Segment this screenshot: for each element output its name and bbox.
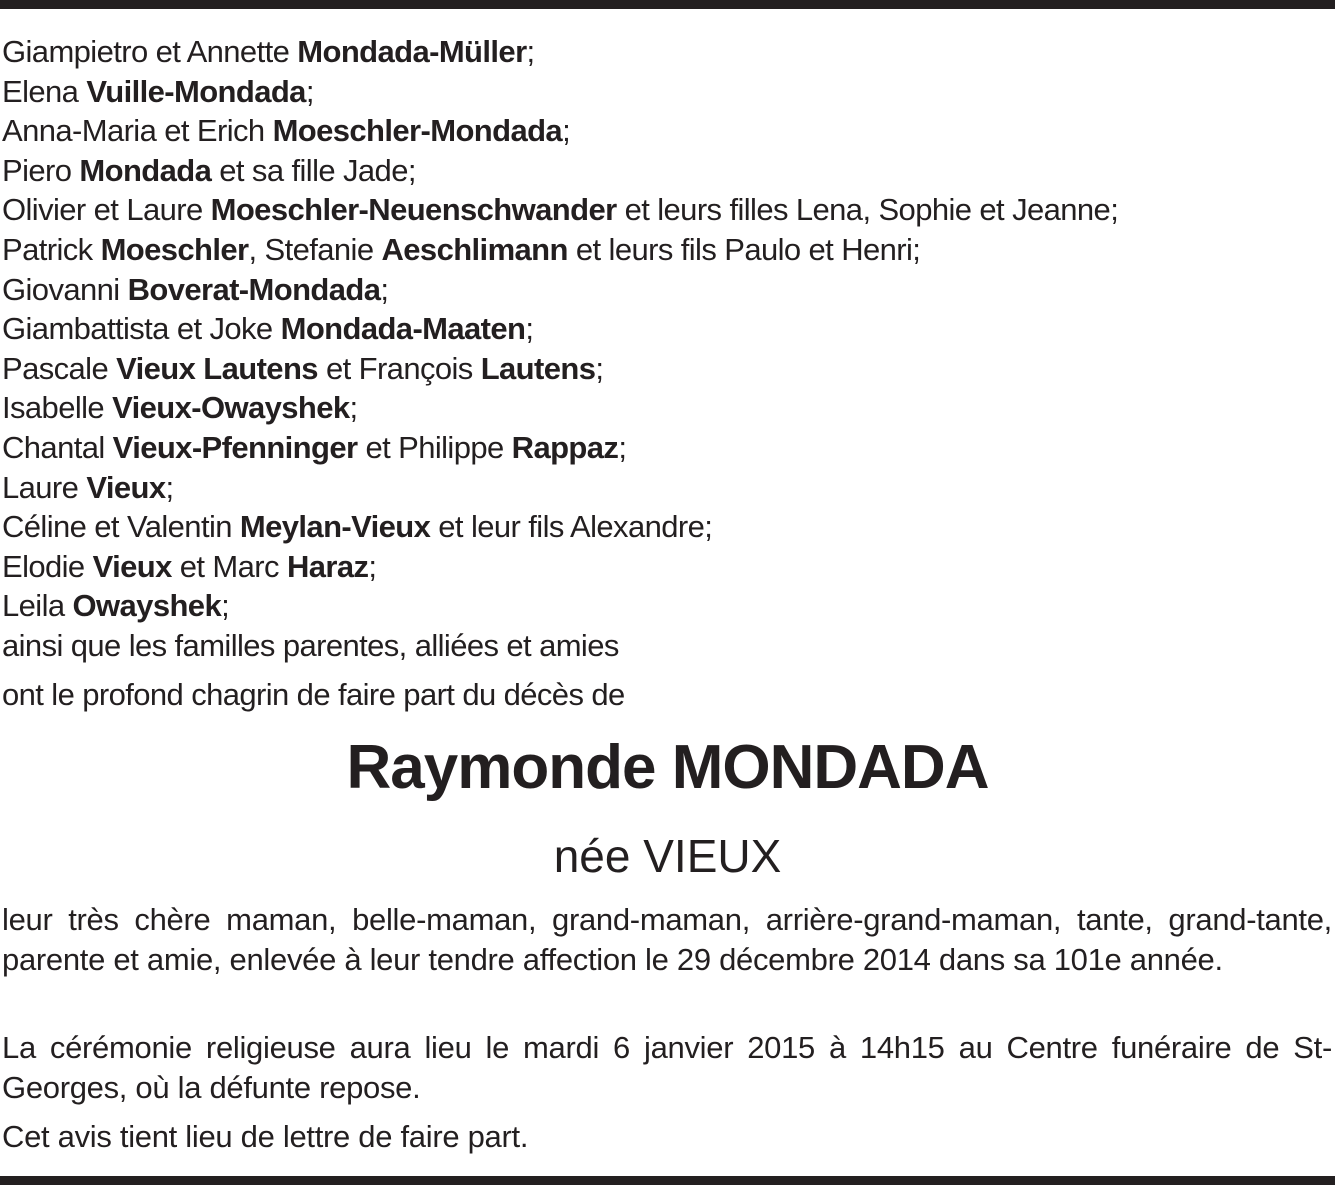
mourner-text: ; [526, 34, 535, 69]
mourner-text: Patrick [2, 231, 101, 267]
family-name: Boverat-Mondada [127, 271, 381, 307]
mourner-text: Anna-Maria et Erich [2, 113, 273, 149]
ceremony-paragraph: La cérémonie religieuse aura lieu le mardi 6 janvier 2015 à 14h15 au Centre funéraire de St-Georges, où la défunte repose. [2, 1030, 1332, 1105]
family-name: Vieux-Owayshek [112, 390, 350, 426]
family-name: Mondada [79, 152, 212, 188]
family-name: Mondada-Maaten [280, 311, 526, 347]
mourner-line [2, 547, 1332, 587]
mourner-text: Leila [2, 588, 73, 624]
mourner-line [2, 32, 1332, 72]
mourner-text: Elena [2, 73, 87, 109]
mourner-line [2, 388, 1332, 428]
mourner-text: ; [562, 113, 571, 149]
mourner-text: et leur fils Alexandre; [430, 509, 713, 545]
mourner-text: ainsi que les familles parentes, alliées et amies [2, 627, 619, 663]
family-name: Vieux [86, 469, 166, 505]
mourner-text: , Stefanie [248, 231, 382, 267]
mourner-line [2, 507, 1332, 547]
mourner-text: Isabelle [2, 390, 113, 426]
family-name: Vieux [92, 548, 172, 584]
family-name: Rappaz [511, 429, 619, 465]
family-name: Moeschler-Neuenschwander [210, 192, 617, 228]
mourner-text: ; [525, 311, 534, 347]
mourner-line [2, 111, 1332, 151]
mourner-text: ; [595, 350, 604, 386]
mourner-line [2, 468, 1332, 508]
mourners-list [2, 32, 1332, 666]
family-name: Vieux Lautens [116, 350, 318, 386]
family-name: Vieux-Pfenninger [112, 429, 358, 465]
family-name: Mondada-Müller [297, 34, 527, 69]
mourner-line [2, 428, 1332, 468]
mourner-text: ; [349, 390, 358, 426]
mourner-line [2, 72, 1332, 112]
mourner-text: et François [317, 350, 481, 386]
mourner-text: Giambattista et Joke [2, 311, 281, 347]
mourner-text: et Philippe [357, 429, 512, 465]
family-name: Moeschler-Mondada [272, 113, 563, 149]
mourner-text: ; [165, 469, 174, 505]
mourner-line [2, 230, 1332, 270]
mourner-line [2, 349, 1332, 389]
mourner-line [2, 190, 1332, 230]
mourner-line [2, 626, 1332, 666]
birth-name: née VIEUX [553, 830, 782, 882]
mourner-text: et leurs fils Paulo et Henri; [567, 231, 921, 267]
family-name: Lautens [480, 350, 596, 386]
mourner-text: et leurs filles Lena, Sophie et Jeanne; [616, 192, 1119, 228]
notice-text: Cet avis tient lieu de lettre de faire part. [2, 1119, 529, 1154]
family-name: Aeschlimann [381, 231, 568, 267]
tribute-paragraph: leur très chère maman, belle-maman, grand-maman, arrière-grand-maman, tante, grand-tante, parente et amie, enlevée à leur tendre affection le 29 décembre 2014 dans sa 101e année. [2, 902, 1332, 977]
mourner-line [2, 309, 1332, 349]
family-name: Haraz [286, 548, 369, 584]
mourner-text: et Marc [171, 548, 287, 584]
mourner-text: Elodie [2, 548, 93, 584]
family-name: Owayshek [72, 588, 222, 624]
mourner-text: Piero [2, 152, 80, 188]
mourner-text: Olivier et Laure [2, 192, 211, 228]
mourner-text: Chantal [2, 429, 113, 465]
bottom-rule [0, 1176, 1335, 1185]
family-name: Moeschler [100, 231, 249, 267]
mourner-line [2, 270, 1332, 310]
mourner-line [2, 586, 1332, 626]
mourner-text: Céline et Valentin [2, 509, 240, 545]
mourner-text: Laure [2, 469, 87, 505]
mourner-text: Pascale [2, 350, 117, 386]
top-rule [0, 0, 1335, 9]
mourner-text: ; [305, 73, 314, 109]
mourner-text: ; [221, 588, 230, 624]
mourner-text: ; [380, 271, 389, 307]
family-name: Vuille-Mondada [86, 73, 306, 109]
announcement-text: ont le profond chagrin de faire part du décès de [2, 677, 625, 712]
mourner-text: ; [618, 429, 627, 465]
mourner-text: et sa fille Jade; [211, 152, 416, 188]
mourner-text: ; [368, 548, 377, 584]
deceased-name: Raymonde MONDADA [346, 733, 989, 802]
mourner-text: Giovanni [2, 271, 128, 307]
mourner-text: Giampietro et Annette [2, 34, 298, 69]
mourner-line [2, 151, 1332, 191]
family-name: Meylan-Vieux [239, 509, 431, 545]
